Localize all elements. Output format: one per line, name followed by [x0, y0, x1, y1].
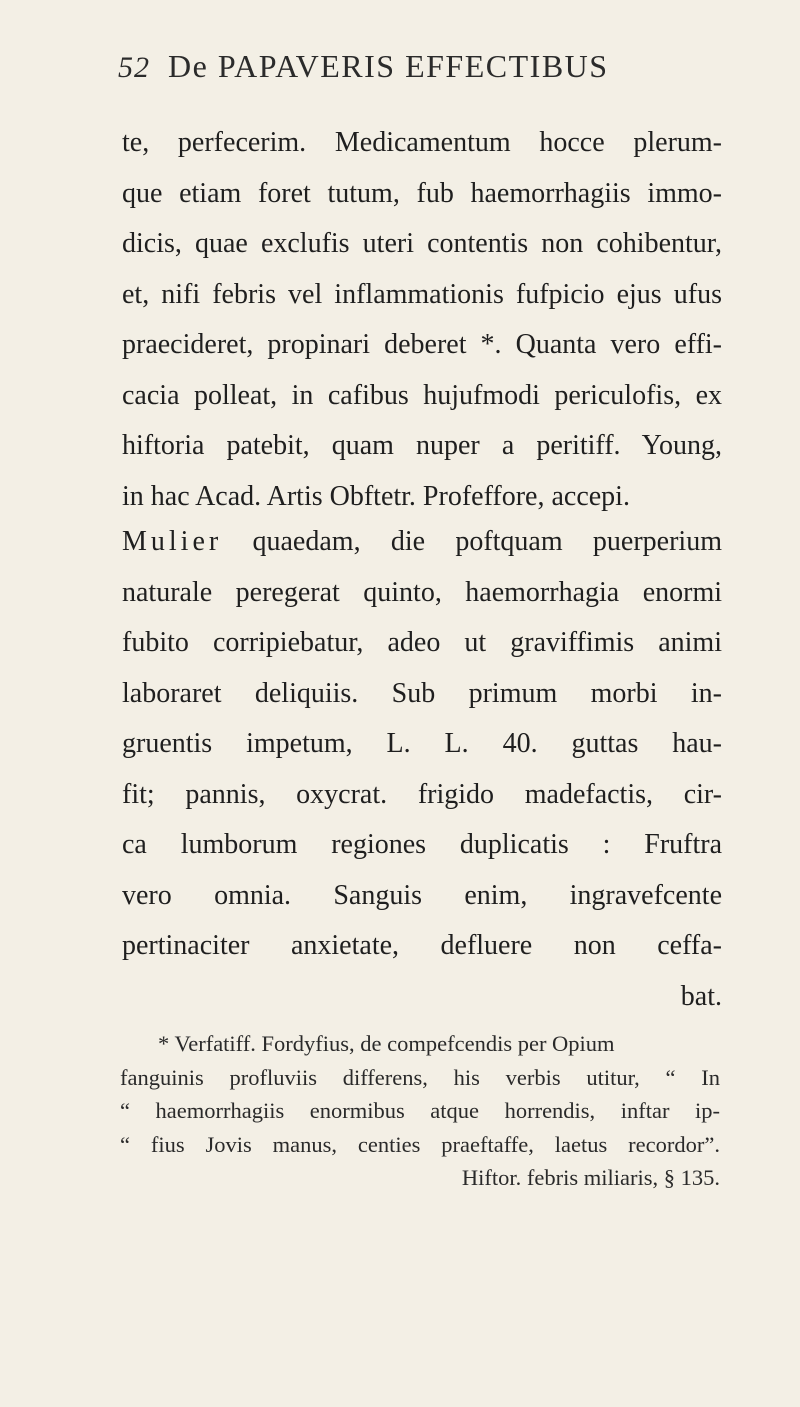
text-line: ca lumborum regiones duplicatis : Fruftra — [122, 829, 722, 860]
text-line: dicis, quae exclufis uteri contentis non cohibentur, — [122, 228, 722, 259]
footnote-line: * Verfatiff. Fordyfius, de compefcendis per Opium — [158, 1031, 615, 1056]
text-line: pertinaciter anxietate, defluere non ceffa- — [122, 930, 722, 961]
first-line-rest: quaedam, die poftquam puerperium — [252, 526, 722, 557]
text-line: laboraret deliquiis. Sub primum morbi in- — [122, 677, 722, 709]
text-line: gruentis impetum, L. L. 40. guttas hau- — [122, 728, 722, 759]
text-line: in hac Acad. Artis Obftetr. Profeffore, accepi. — [122, 480, 630, 512]
running-title: De PAPAVERIS EFFECTIBUS — [168, 48, 609, 84]
paragraph-2 — [122, 517, 722, 1022]
footnote — [120, 1027, 720, 1195]
text-line: et, nifi febris vel inflammationis fufpicio ejus ufus — [122, 278, 722, 310]
text-line: hiftoria patebit, quam nuper a peritiff. Young, — [122, 430, 722, 461]
footnote-line: “ haemorrhagiis enormibus atque horrendis, inftar ip- — [120, 1098, 720, 1123]
text-line: que etiam foret tutum, fub haemorrhagiis immo- — [122, 177, 722, 209]
text-line-first — [122, 517, 722, 568]
text-line: te, perfecerim. Medicamentum hocce plerum- — [122, 127, 722, 158]
text-line: cacia polleat, in cafibus hujufmodi periculofis, ex — [122, 379, 722, 411]
page-header — [118, 48, 718, 92]
text-line: naturale peregerat quinto, haemorrhagia enormi — [122, 576, 722, 608]
paragraph-1 — [122, 118, 722, 522]
initial-word: Mulier — [122, 526, 223, 557]
text-line: fubito corripiebatur, adeo ut graviffimis animi — [122, 627, 722, 658]
text-line: fit; pannis, oxycrat. frigido madefactis, cir- — [122, 778, 722, 810]
footnote-line: “ fius Jovis manus, centies praeftaffe, laetus recordor”. — [120, 1131, 720, 1157]
footnote-citation: Hiftor. febris miliaris, § 135. — [461, 1165, 720, 1190]
text-line-final: bat. — [680, 980, 722, 1012]
page-number: 52 — [118, 51, 150, 84]
footnote-line: fanguinis profluviis differens, his verbis utitur, “ In — [120, 1064, 720, 1090]
text-line: vero omnia. Sanguis enim, ingravefcente — [122, 879, 722, 911]
text-line: praecideret, propinari deberet *. Quanta vero effi- — [122, 329, 722, 360]
